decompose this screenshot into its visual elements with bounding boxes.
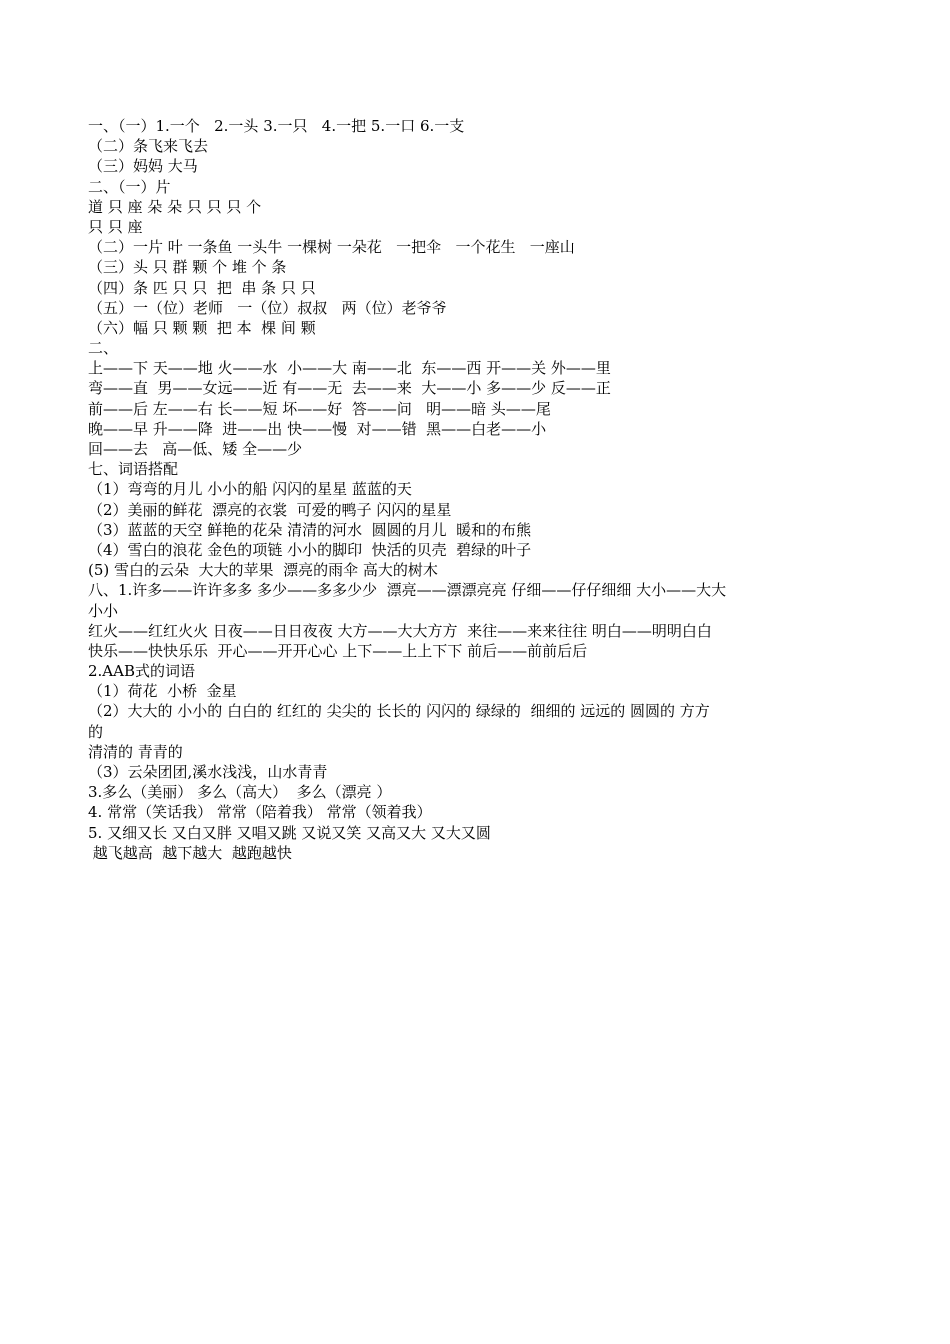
text-line: （二）条飞来飞去: [88, 137, 209, 156]
text-line: 4. 常常（笑话我） 常常（陪着我） 常常（领着我）: [88, 803, 432, 822]
text-line: （3）蓝蓝的天空 鲜艳的花朵 清清的河水 圆圆的月儿 暖和的布熊: [88, 520, 532, 539]
text-line: （三）头 只 群 颗 个 堆 个 条: [88, 258, 287, 277]
text-line: （五）一（位）老师 一（位）叔叔 两（位）老爷爷: [88, 298, 447, 317]
text-line: （1）荷花 小桥 金星: [88, 682, 237, 701]
text-line: 清清的 青青的: [88, 742, 183, 761]
text-line: （六）幅 只 颗 颗 把 本 棵 间 颗: [88, 318, 316, 337]
text-line: （4）雪白的浪花 金色的项链 小小的脚印 快活的贝壳 碧绿的叶子: [88, 540, 532, 559]
text-line: 小小: [88, 601, 119, 620]
text-line: （1）弯弯的月儿 小小的船 闪闪的星星 蓝蓝的天: [88, 480, 412, 499]
text-line: （三）妈妈 大马: [88, 157, 198, 176]
text-line: 只 只 座: [88, 217, 143, 236]
text-line: 快乐——快快乐乐 开心——开开心心 上下——上上下下 前后——前前后后: [88, 641, 588, 660]
text-line: 弯——直 男——女远——近 有——无 去——来 大——小 多——少 反——正: [88, 379, 611, 398]
text-line: 二、（一）片: [88, 177, 171, 196]
text-line: 回——去 高—低、矮 全——少: [88, 440, 303, 458]
text-line: 上——下 天——地 火——水 小——大 南——北 东——西 开——关 外——里: [88, 359, 611, 378]
text-line: 二、: [88, 339, 119, 358]
text-line: 3.多么（美丽） 多么（高大） 多么（漂亮 ）: [88, 783, 392, 802]
text-line: （二）一片 叶 一条鱼 一头牛 一棵树 一朵花 一把伞 一个花生 一座山: [88, 238, 575, 257]
text-line: 红火——红红火火 日夜——日日夜夜 大方——大大方方 来往——来来往往 明白——明明白白: [88, 621, 712, 640]
text-line: 一、（一）1.一个 2.一头 3.一只 4.一把 5.一口 6.一支: [88, 117, 465, 135]
text-line: （四）条 匹 只 只 把 串 条 只 只: [88, 278, 316, 297]
text-line: 的: [88, 722, 104, 741]
text-line: 2.AAB式的词语: [88, 662, 195, 681]
text-line: 越飞越高 越下越大 越跑越快: [88, 843, 292, 862]
text-line: (5) 雪白的云朵 大大的苹果 漂亮的雨伞 高大的树木: [88, 561, 438, 580]
text-line: （2）美丽的鲜花 漂亮的衣裳 可爱的鸭子 闪闪的星星: [88, 500, 452, 519]
text-line: 道 只 座 朵 朵 只 只 只 个: [88, 197, 262, 216]
text-line: （2）大大的 小小的 白白的 红红的 尖尖的 长长的 闪闪的 绿绿的 细细的 远远的 圆圆的 方方: [88, 702, 710, 721]
text-line: （3）云朵团团,溪水浅浅，山水青青: [88, 763, 328, 781]
text-line: 七、词语搭配: [88, 460, 179, 479]
text-line: 前——后 左——右 长——短 坏——好 答——问 明——暗 头——尾: [88, 399, 551, 418]
text-line: 八、1.许多——许许多多 多少——多多少少 漂亮——漂漂亮亮 仔细——仔仔细细 大小——大大: [88, 581, 727, 600]
answer-key-text: [88, 116, 868, 863]
text-line: 晚——早 升——降 进——出 快——慢 对——错 黑——白老——小: [88, 419, 547, 438]
text-line: 5. 又细又长 又白又胖 又唱又跳 又说又笑 又高又大 又大又圆: [88, 823, 491, 842]
